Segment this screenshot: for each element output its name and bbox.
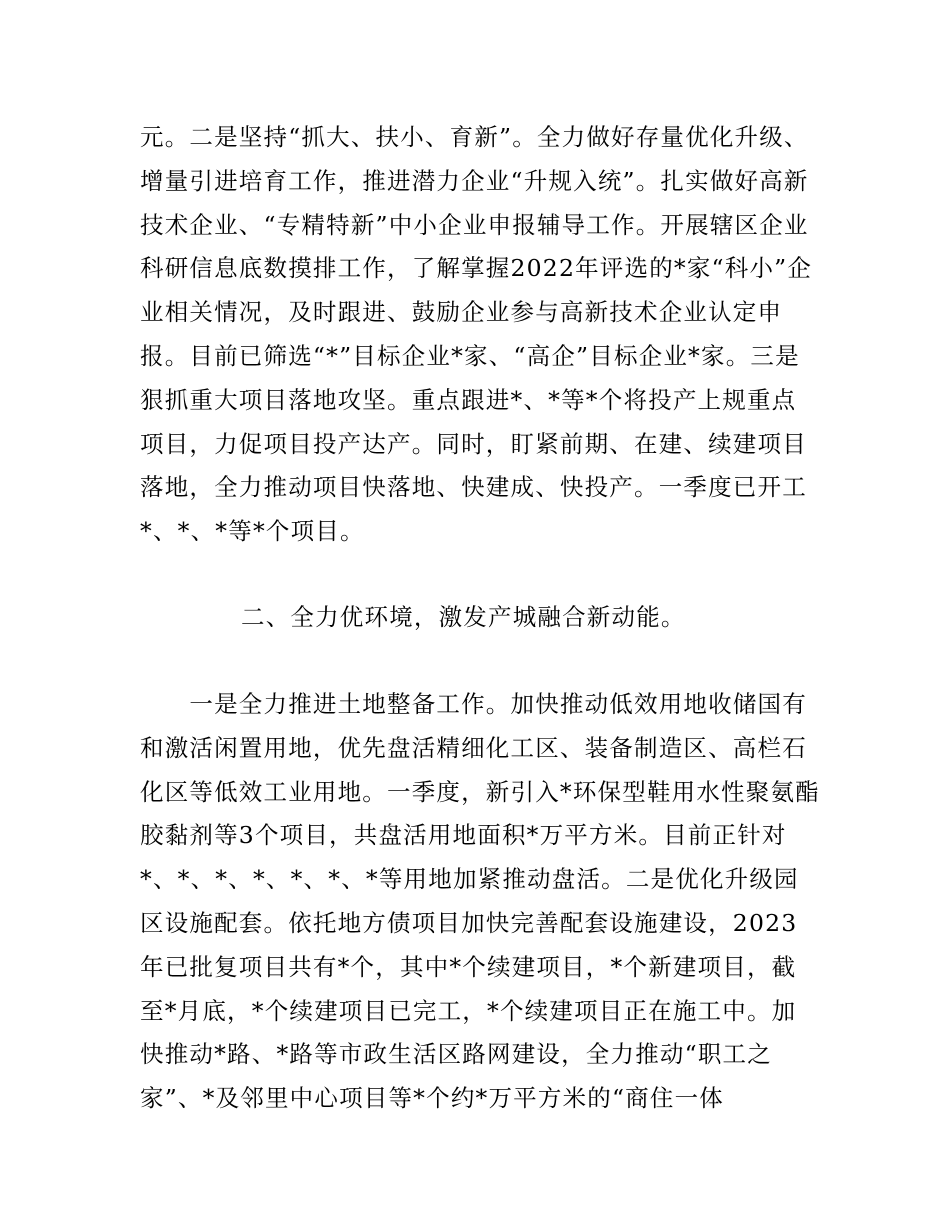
section-heading: 二、全力优环境，激发产城融合新动能。 bbox=[241, 603, 686, 631]
body-paragraph: 元。二是坚持“抓大、扶小、育新”。全力做好存量优化升级、增量引进培育工作，推进潜力企业“升规入统”。扎实做好高新技术企业、“专精特新”中小企业申报辅导工作。开展辖区企业科研信息底数摸排工作，了解掌握2022年评选的*家“科小”企业相关情况，及时跟进、鼓励企业参与高新技术企业认定申报。目前已筛选“*”目标企业*家、“高企”目标企业*家。三是狠抓重大项目落地攻坚。重点跟进*、*等*个将投产上规重点项目，力促项目投产达产。同时，盯紧前期、在建、续建项目落地，全力推动项目快落地、快建成、快投产。一季度已开工*、*、*等*个项目。 bbox=[140, 123, 813, 546]
body-paragraph: 一是全力推进土地整备工作。加快推动低效用地收储国有和激活闲置用地，优先盘活精细化工区、装备制造区、高栏石化区等低效工业用地。一季度，新引入*环保型鞋用水性聚氨酯胶黏剂等3个项目，共盘活用地面积*万平方米。目前正针对*、*、*、*、*、*、*等用地加紧推动盘活。二是优化升级园区设施配套。依托地方债项目加快完善配套设施建设，2023年已批复项目共有*个，其中*个续建项目，*个新建项目，截至*月底，*个续建项目已完工，*个续建项目正在施工中。加快推动*路、*路等市政生活区路网建设，全力推动“职工之家”、*及邻里中心项目等*个约*万平方米的“商住一体 bbox=[140, 690, 820, 1113]
